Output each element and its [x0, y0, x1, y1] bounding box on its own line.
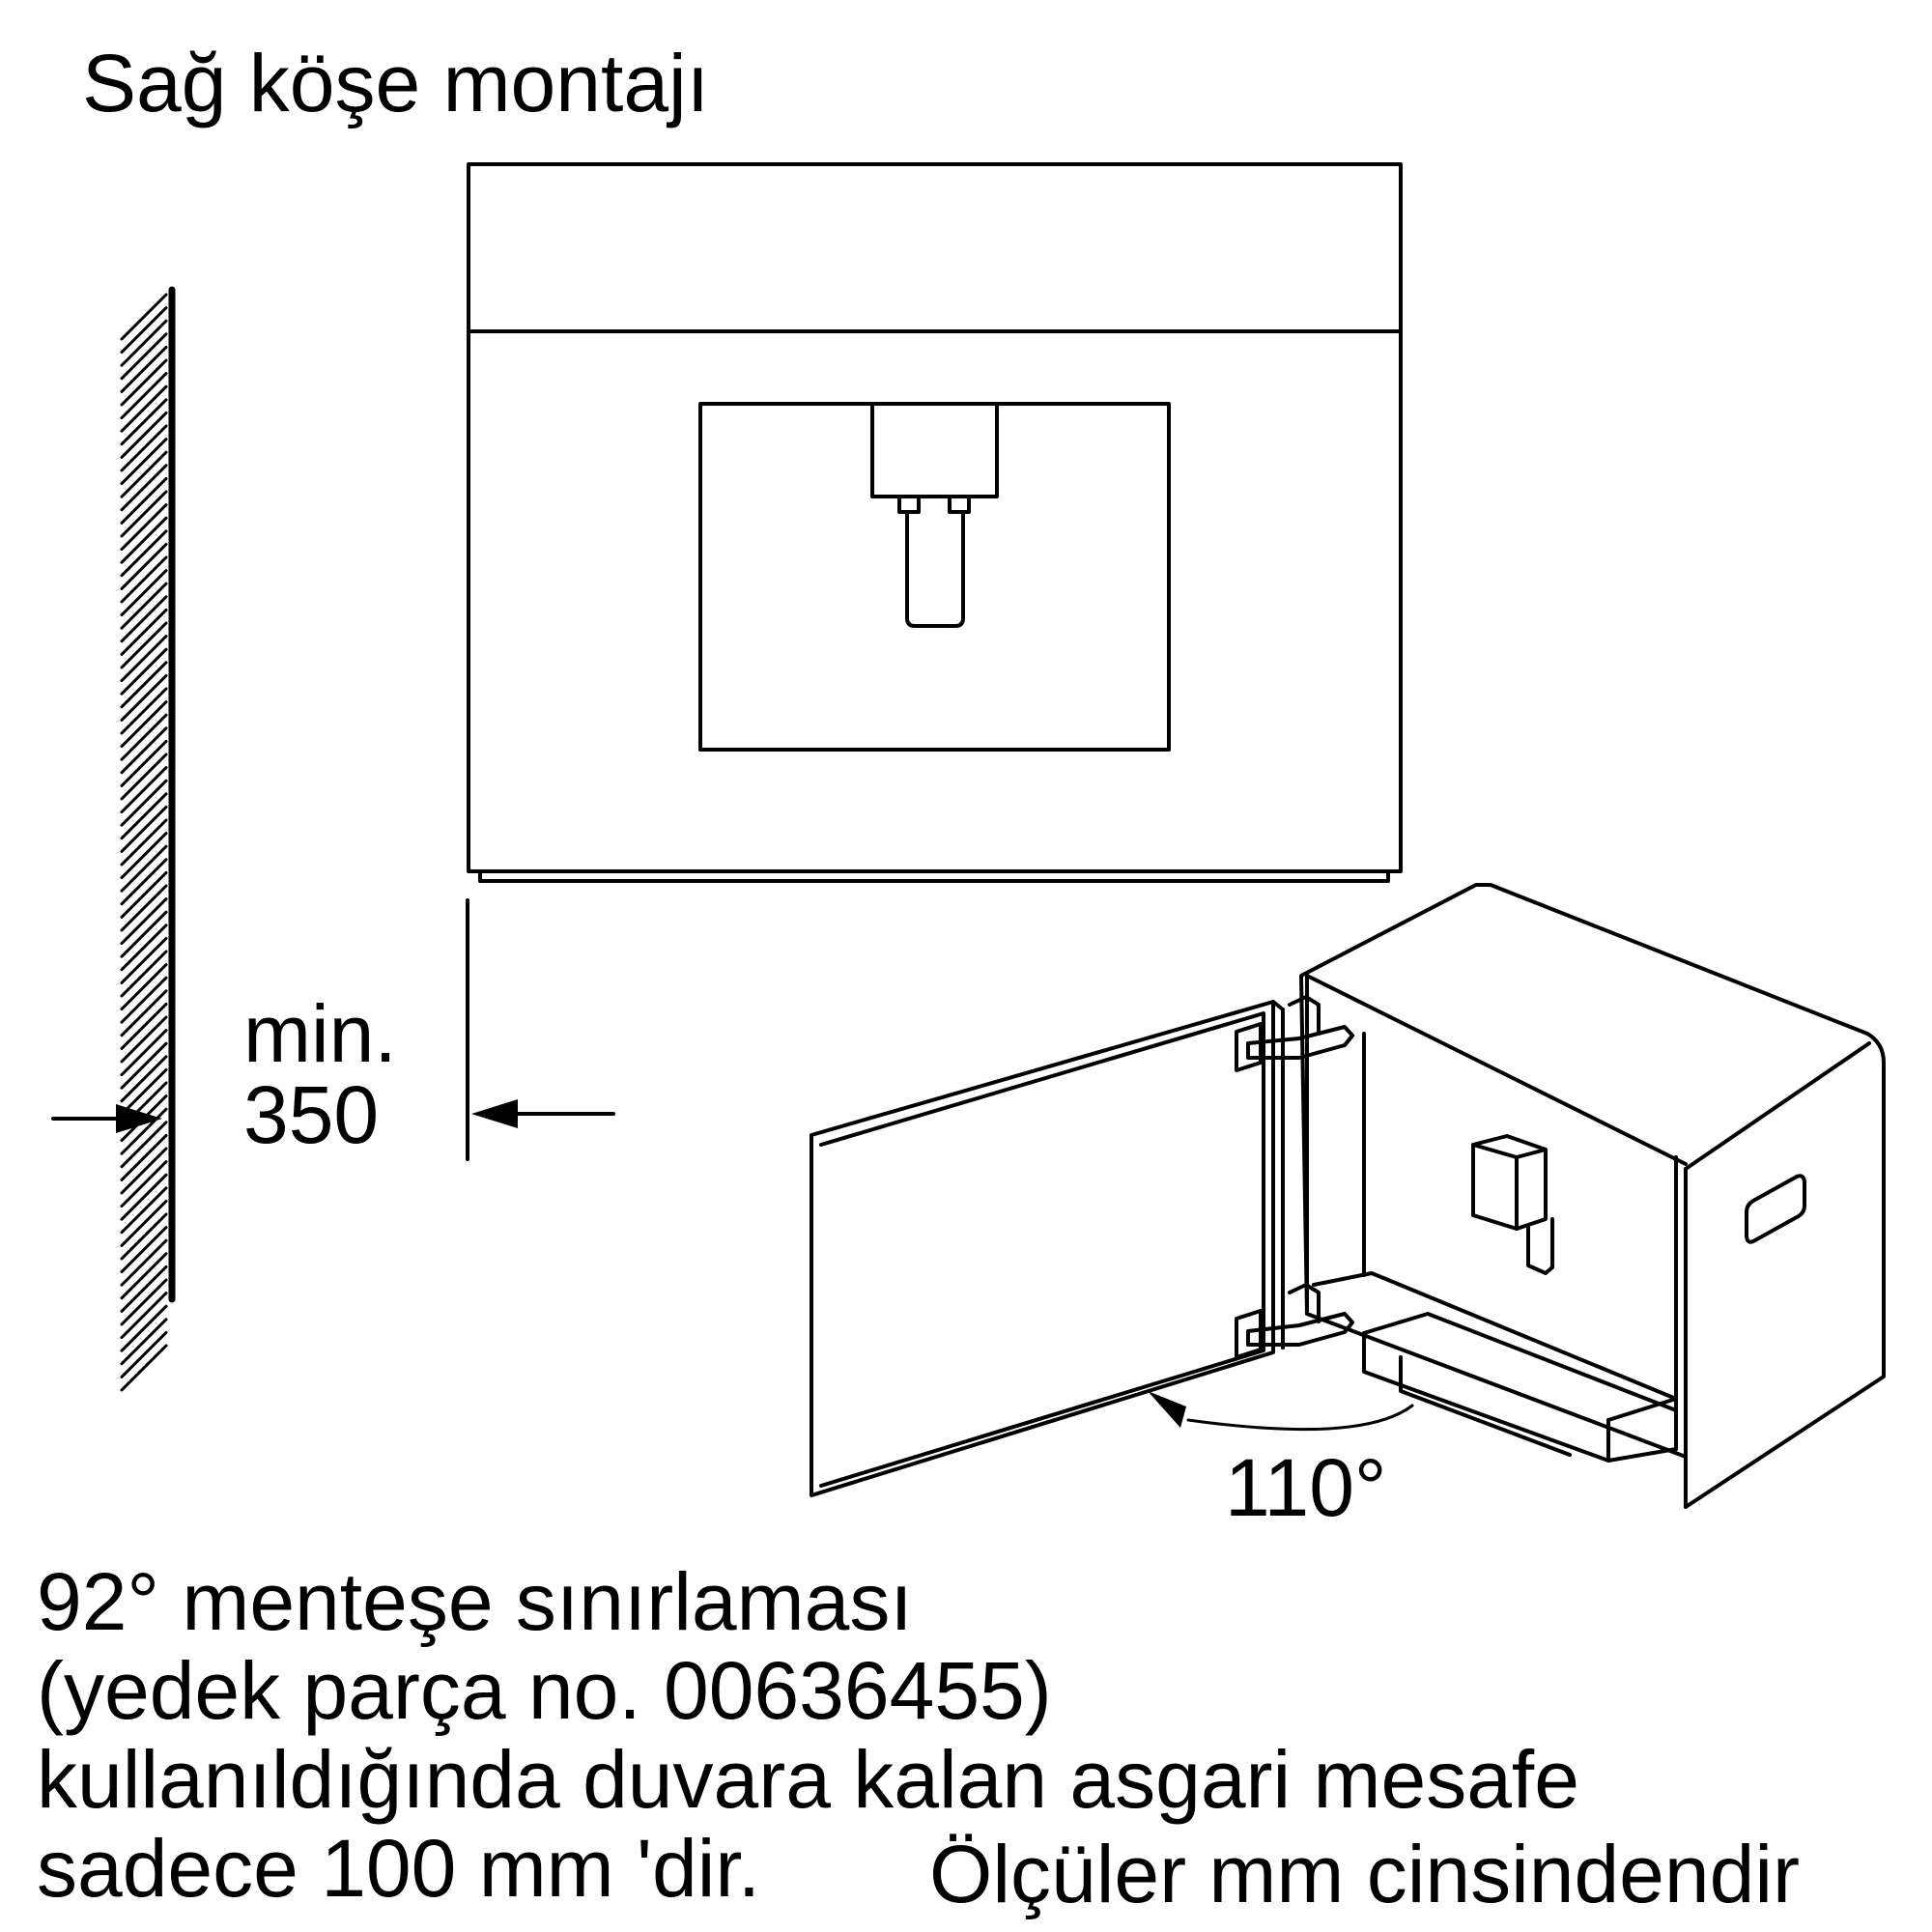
- wall-hatch-line: [122, 925, 166, 970]
- wall-hatch-line: [122, 1201, 166, 1245]
- wall-hatch-line: [122, 663, 166, 707]
- units-note: Ölçüler mm cinsindendir: [929, 1829, 1800, 1919]
- wall-hatch-line: [122, 1280, 166, 1324]
- wall-hatch-line: [122, 637, 166, 681]
- wall-hatch-line: [122, 741, 166, 785]
- wall-hatch-line: [122, 1057, 166, 1101]
- wall-hatch-line: [122, 938, 166, 982]
- cabinet-top-front-edge: [1686, 1043, 1869, 1169]
- wall-hatch-line: [122, 505, 166, 550]
- upper-hinge-bracket: [1290, 997, 1319, 1034]
- wall-hatch-line: [122, 952, 166, 996]
- wall-hatch-line: [122, 715, 166, 759]
- wall-hatch-line: [122, 834, 166, 878]
- door-opening-angle: 110°: [1225, 1442, 1387, 1533]
- interior-spout-nozzle: [1528, 1219, 1552, 1273]
- wall-hatch-line: [122, 1254, 166, 1298]
- door-angle-arc: [1188, 1406, 1412, 1430]
- wall-hatch-line: [122, 781, 166, 825]
- note-line: (yedek parça no. 00636455): [37, 1645, 1052, 1736]
- coffee-dispense-recess: [700, 404, 1169, 750]
- wall-hatch-line: [122, 886, 166, 930]
- wall-hatch-line: [122, 912, 166, 956]
- wall-hatch-line: [122, 452, 166, 497]
- wall-hatch-line: [122, 466, 166, 510]
- wall-hatch-line: [122, 544, 166, 588]
- wall-hatch-line: [122, 583, 166, 628]
- wall-hatch-line: [122, 623, 166, 668]
- wall-hatch-line: [122, 702, 166, 747]
- appliance-front-view: [469, 164, 1401, 881]
- wall-hatch-line: [122, 557, 166, 602]
- wall-hatch-line: [122, 597, 166, 641]
- cabinet-side-handle: [1747, 1176, 1804, 1241]
- drip-tray-front: [1364, 1333, 1608, 1461]
- wall-hatch-line: [122, 478, 166, 523]
- wall-hatch-line: [122, 308, 166, 353]
- wall-hatch-line: [122, 531, 166, 576]
- wall-hatch-line: [122, 321, 166, 365]
- dimension-value: 350: [243, 1069, 380, 1160]
- appliance-door-inner: [821, 1013, 1264, 1486]
- wall-hatch-line: [122, 412, 166, 457]
- wall-hatch-line: [122, 794, 166, 838]
- note-line: sadece 100 mm 'dir.: [37, 1823, 761, 1914]
- dimension-right-arrowhead: [471, 1099, 518, 1128]
- wall-hatch-line: [122, 1162, 166, 1207]
- wall-hatch-line: [122, 360, 166, 405]
- wall-hatch-line: [122, 1346, 166, 1390]
- wall-hatching: [122, 295, 166, 1390]
- wall-hatch-line: [122, 860, 166, 904]
- wall-hatch-line: [122, 1069, 166, 1114]
- wall-hatch-line: [122, 846, 166, 891]
- wall-hatch-line: [122, 1188, 166, 1233]
- wall-hatch-line: [122, 374, 166, 418]
- wall: [122, 290, 172, 1390]
- wall-hatch-line: [122, 1043, 166, 1088]
- wall-hatch-line: [122, 1175, 166, 1219]
- coffee-spout: [907, 512, 963, 626]
- interior-spout-housing: [1473, 1136, 1546, 1229]
- wall-hatch-line: [122, 807, 166, 851]
- wall-hatch-line: [122, 1149, 166, 1193]
- wall-hatch-line: [122, 899, 166, 944]
- wall-hatch-line: [122, 492, 166, 536]
- note-line: 92° menteşe sınırlaması: [37, 1556, 913, 1647]
- wall-hatch-line: [122, 728, 166, 773]
- wall-hatch-line: [122, 571, 166, 615]
- wall-hatch-line: [122, 386, 166, 431]
- interior-spout-edge-1: [1473, 1145, 1517, 1157]
- cabinet-shell: [1301, 885, 1884, 1507]
- wall-hatch-line: [122, 295, 166, 339]
- wall-hatch-line: [122, 675, 166, 720]
- wall-hatch-line: [122, 426, 166, 470]
- drip-tray-recess: [1401, 1357, 1570, 1455]
- wall-hatch-line: [122, 518, 166, 562]
- diagram-title: Sağ köşe montajı: [82, 38, 710, 128]
- dimension-prefix: min.: [243, 988, 397, 1079]
- wall-hatch-line: [122, 334, 166, 379]
- wall-hatch-line: [122, 991, 166, 1036]
- wall-hatch-line: [122, 768, 166, 812]
- wall-hatch-line: [122, 1017, 166, 1062]
- appliance-front-frame: [469, 164, 1401, 871]
- coffee-outlet-housing: [872, 404, 997, 497]
- note-line: kullanıldığında duvara kalan asgari mesafe: [37, 1734, 1579, 1825]
- wall-hatch-line: [122, 978, 166, 1022]
- outlet-nozzle-right: [950, 497, 969, 512]
- wall-hatch-line: [122, 1214, 166, 1259]
- outlet-nozzle-left: [899, 497, 919, 512]
- wall-hatch-line: [122, 400, 166, 444]
- wall-hatch-line: [122, 1240, 166, 1285]
- wall-hatch-line: [122, 1306, 166, 1350]
- wall-hatch-line: [122, 1228, 166, 1272]
- wall-hatch-line: [122, 1031, 166, 1075]
- wall-hatch-line: [122, 820, 166, 865]
- wall-hatch-line: [122, 1293, 166, 1338]
- wall-hatch-line: [122, 965, 166, 1009]
- wall-hatch-line: [122, 1004, 166, 1048]
- wall-hatch-line: [122, 649, 166, 694]
- wall-hatch-line: [122, 872, 166, 917]
- interior-spout-edge-3: [1517, 1150, 1546, 1157]
- wall-hatch-line: [122, 1135, 166, 1179]
- wall-hatch-line: [122, 610, 166, 654]
- wall-hatch-line: [122, 1332, 166, 1377]
- wall-hatch-line: [122, 1266, 166, 1311]
- wall-hatch-line: [122, 1320, 166, 1364]
- door-angle-arrowhead: [1148, 1391, 1186, 1428]
- wall-hatch-line: [122, 440, 166, 484]
- wall-hatch-line: [122, 347, 166, 391]
- wall-hatch-line: [122, 754, 166, 799]
- appliance-isometric-view: [811, 885, 1884, 1507]
- wall-hatch-line: [122, 689, 166, 733]
